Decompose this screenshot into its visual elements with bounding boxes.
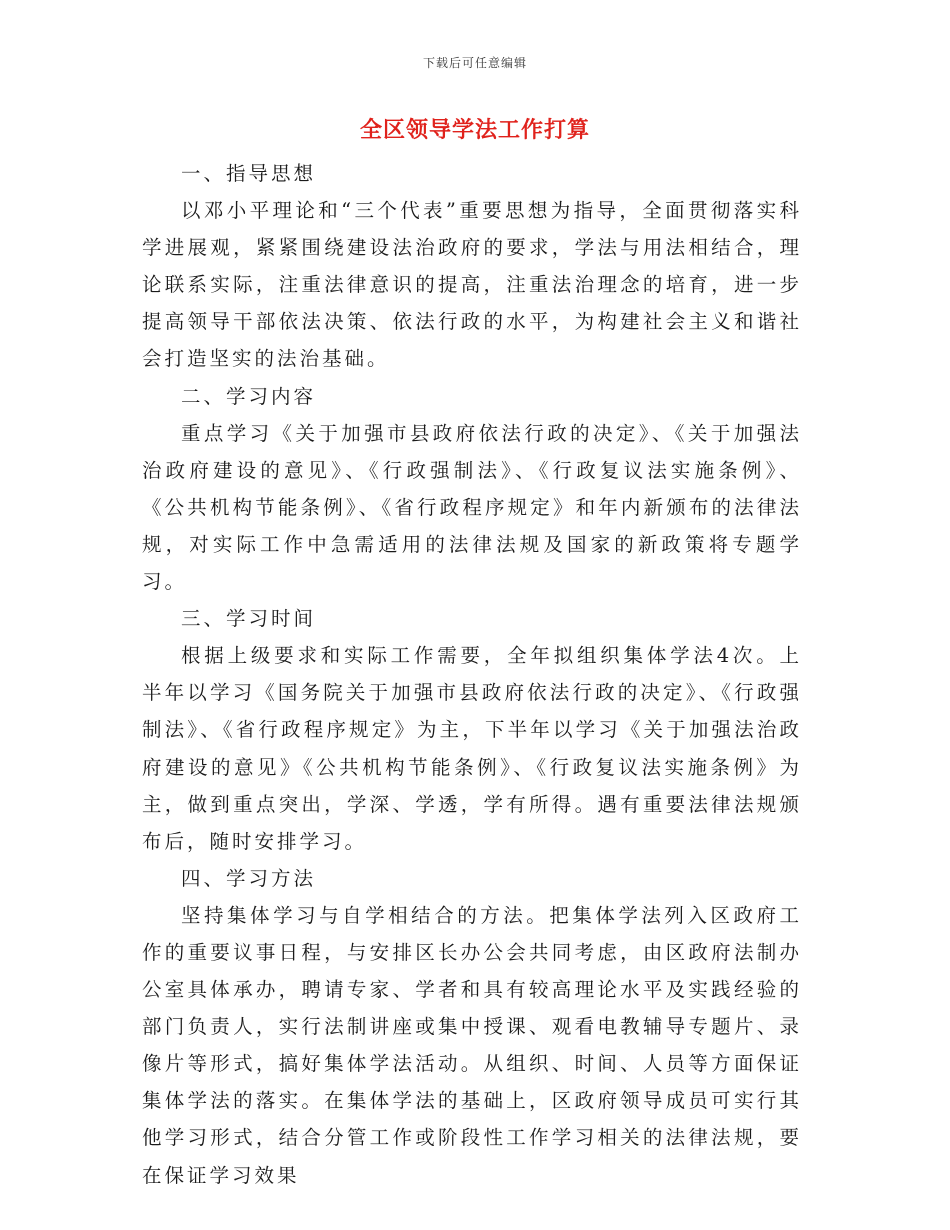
section-heading-study-content: 二、学习内容 <box>181 384 317 408</box>
section-paragraph-study-content: 重点学习《关于加强市县政府依法行政的决定》、《关于加强法治政府建设的意见》、《行政强制法》、《行政复议法实施条例》、《公共机构节能条例》、《省行政程序规定》和年内新颁布的法律法规，对实际工作中急需适用的法律法规及国家的新政策将专题学习。 <box>142 421 802 594</box>
document-body <box>142 155 802 1194</box>
section-heading-study-method: 四、学习方法 <box>181 866 317 890</box>
section-heading-study-time: 三、学习时间 <box>181 607 317 631</box>
section-heading-guiding-ideology: 一、指导思想 <box>181 162 317 185</box>
header-note: 下载后可任意编辑 <box>422 56 527 70</box>
section-paragraph-guiding-ideology: 以邓小平理论和“三个代表”重要思想为指导，全面贯彻落实科学进展观，紧紧围绕建设法治政府的要求，学法与用法相结合，理论联系实际，注重法律意识的提高，注重法治理念的培育，进一步提高领导干部依法决策、依法行政的水平，为构建社会主义和谐社会打造坚实的法治基础。 <box>142 199 802 371</box>
section-paragraph-study-time: 根据上级要求和实际工作需要，全年拟组织集体学法4次。上半年以学习《国务院关于加强市县政府依法行政的决定》、《行政强制法》、《省行政程序规定》为主，下半年以学习《关于加强法治政府建设的意见》《公共机构节能条例》、《行政复议法实施条例》为主，做到重点突出，学深、学透，学有所得。遇有重要法律法规颁布后，随时安排学习。 <box>142 644 802 853</box>
section-paragraph-study-method: 坚持集体学习与自学相结合的方法。把集体学法列入区政府工作的重要议事日程，与安排区长办公会共同考虑，由区政府法制办公室具体承办，聘请专家、学者和具有较高理论水平及实践经验的部门负责人，实行法制讲座或集中授课、观看电教辅导专题片、录像片等形式，搞好集体学法活动。从组织、时间、人员等方面保证集体学法的落实。在集体学法的基础上，区政府领导成员可实行其他学习形式，结合分管工作或阶段性工作学习相关的法律法规，要在保证学习效果 <box>142 903 802 1187</box>
document-title: 全区领导学法工作打算 <box>359 118 590 143</box>
